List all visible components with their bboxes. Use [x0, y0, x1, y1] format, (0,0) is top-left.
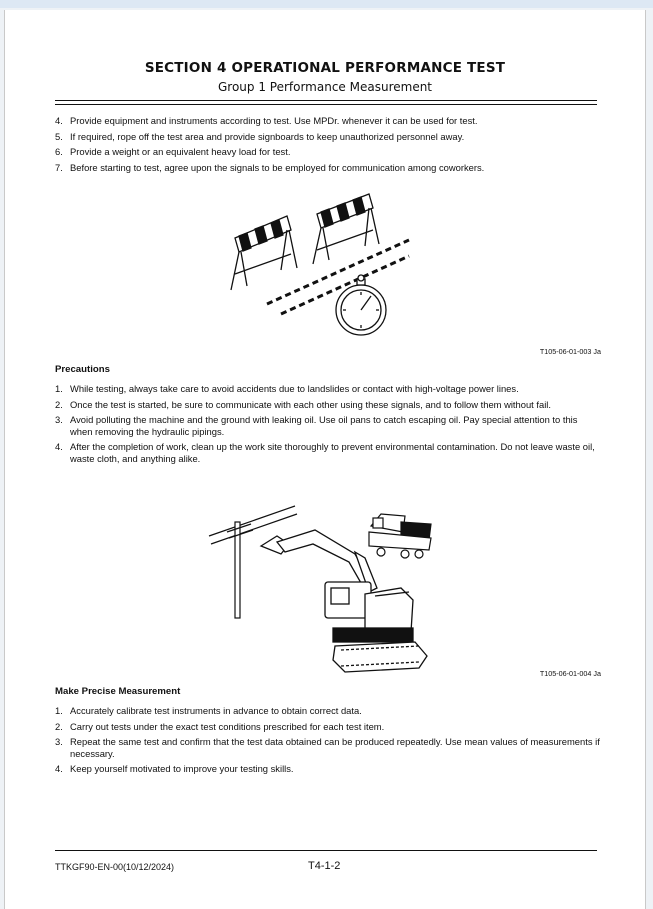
footer-rule	[55, 850, 597, 851]
precautions-list	[55, 383, 600, 468]
measurement-list	[55, 705, 600, 779]
list-item: 1. Accurately calibrate test instruments in advance to obtain correct data.	[55, 705, 362, 716]
figure-caption: T105-06-01-004 Ja	[539, 669, 601, 678]
document-id: TTKGF90-EN-00(10/12/2024)	[55, 862, 175, 872]
document-page	[4, 10, 646, 909]
header-rule	[55, 100, 597, 101]
figure-caption: T105-06-01-003 Ja	[539, 347, 601, 356]
test-area-illustration	[225, 190, 415, 340]
list-item: 1. While testing, always take care to avoid accidents due to landslides or contact with high-voltage power lines.	[55, 383, 519, 394]
viewer-top-bar	[0, 0, 653, 8]
header-rule-double	[55, 104, 597, 105]
barricade-icon	[313, 194, 379, 264]
preparation-list	[55, 115, 600, 177]
list-item: 2. Once the test is started, be sure to communicate with each other using these signals, and to follow them without fail.	[55, 398, 551, 410]
dump-truck-icon	[369, 514, 431, 558]
power-pole-icon	[209, 506, 297, 618]
list-item: 4. Provide equipment and instruments according to test. Use MPDr. whenever it can be used for test.	[55, 115, 478, 126]
list-item: 3. Avoid polluting the machine and the ground with leaking oil. Use oil pans to catch escaping oil. Pay special attention to this when removing the hydraulic pipings.	[55, 414, 578, 437]
list-item: 4. After the completion of work, clean up the work site thoroughly to prevent environmental contamination. Do not leave waste oil, waste cloth, and anything alike.	[55, 441, 595, 464]
measurement-heading: Make Precise Measurement	[55, 686, 181, 697]
group-title: Group 1 Performance Measurement	[217, 80, 433, 94]
list-item: 6. Provide a weight or an equivalent heavy load for test.	[55, 146, 291, 157]
section-title: SECTION 4 OPERATIONAL PERFORMANCE TEST	[144, 60, 506, 76]
page-number: T4-1-2	[308, 860, 341, 872]
list-item: 4. Keep yourself motivated to improve your testing skills.	[55, 763, 294, 774]
stopwatch-icon	[336, 275, 386, 335]
work-site-illustration	[205, 496, 435, 676]
list-item: 3. Repeat the same test and confirm that the test data obtained can be produced repeatedly. Use mean values of measurements if necessary.	[55, 736, 600, 759]
list-item: 2. Carry out tests under the exact test conditions prescribed for each test item.	[55, 720, 385, 732]
barricade-icon	[231, 216, 297, 290]
list-item: 7. Before starting to test, agree upon the signals to be employed for communication among coworkers.	[55, 161, 485, 173]
precautions-heading: Precautions	[55, 364, 110, 375]
list-item: 5. If required, rope off the test area and provide signboards to keep unauthorized personnel away.	[55, 130, 465, 142]
